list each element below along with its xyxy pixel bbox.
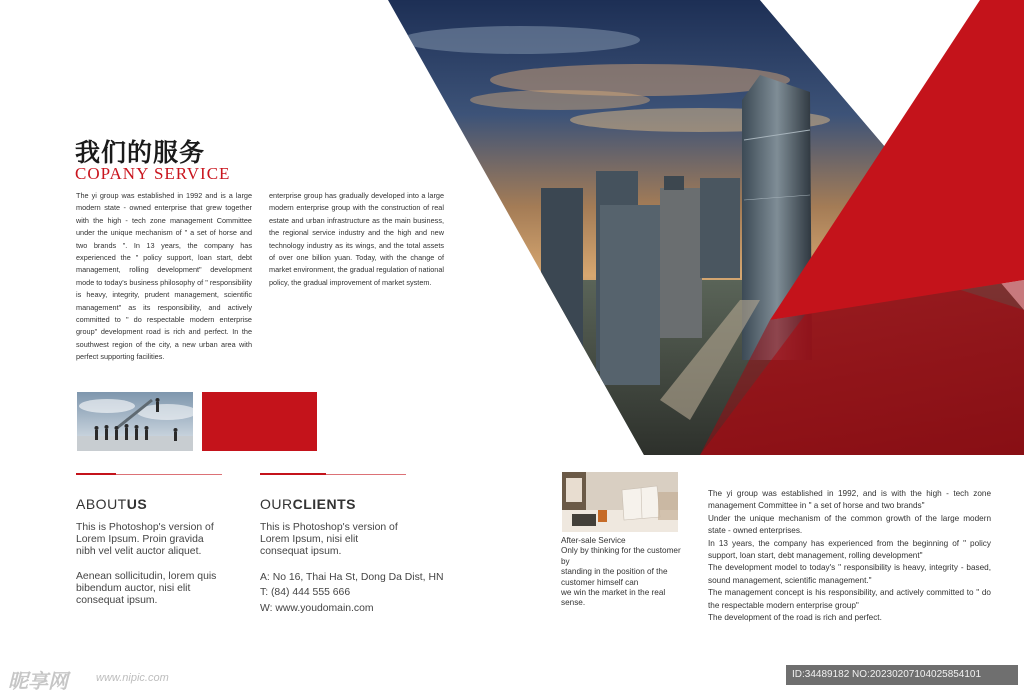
company-paragraph-6: The development of the road is rich and perfect. [708, 613, 882, 623]
clients-paragraph: This is Photoshop's version of Lorem Ipsum, nisi elit consequat ipsum. [260, 522, 398, 558]
about-paragraph-2: Aenean sollicitudin, lorem quis bibendum auctor, nisi elit consequat ipsum. [76, 571, 217, 607]
about-heading-bold: US [126, 496, 148, 512]
clients-divider [260, 473, 406, 475]
intro-column-1: The yi group was established in 1992 and is a large modern state - owned enterprise that grew together with the high - tech zone management Committee under the unique mechanism of " a set of horse and two brands ". In 13 years, the company has experienced the " policy support, loan start, debt management, rolling development" development mode to today's business philosophy of " responsibility is heavy, integrity, prudent management, scientific management" as its responsibility, and actively committed to " do respectable modern enterprise group" development road is rich and perfect. In the southwest region of the city, a new urban area with perfect supporting facilities. [76, 191, 252, 362]
after-sale-block [561, 536, 681, 609]
company-paragraph-1: The yi group was established in 1992, and is with the high - tech zone management Committee in " a set of horse and two brands" [708, 489, 991, 511]
red-accent-block [202, 392, 317, 451]
watermark-url: www.nipic.com [96, 672, 169, 684]
clients-phone: T: (84) 444 555 666 [260, 587, 351, 598]
cafe-reading-image [562, 472, 678, 532]
intro-column-2: enterprise group has gradually developed into a large modern enterprise group with the construction of real estate and urban infrastructure as the main business, the regional service industry and the high and new technology industry as its wings, and the total assets of over one billion yuan. Today, with the change of market environment, the gradual regulation of national policy, the gradual improvement of market system. [269, 191, 444, 287]
section-title-en: COPANY SERVICE [75, 164, 231, 183]
company-paragraph-5: The management concept is his responsibility, and actively committed to " do the respectable modern enterprise group" [708, 588, 991, 610]
after-sale-title: After-sale Service [561, 536, 626, 545]
about-heading-light: ABOUT [76, 496, 127, 512]
company-paragraph-2: Under the unique mechanism of the common growth of the large modern state - owned enterprises. [708, 513, 991, 536]
about-divider [76, 473, 222, 475]
clients-heading-bold: CLIENTS [292, 496, 357, 512]
clients-website: W: www.youdomain.com [260, 603, 374, 614]
clients-address: A: No 16, Thai Ha St, Dong Da Dist, HN [260, 572, 444, 583]
company-paragraph-3: In 13 years, the company has experienced from the beginning of " policy support, loan start, debt management, rolling development" [708, 538, 991, 561]
after-sale-line-1: Only by thinking for the customer by [561, 546, 681, 566]
team-pulling-image [77, 392, 193, 451]
about-heading [76, 496, 147, 512]
section-title-cn: 我们的服务 [75, 138, 206, 167]
after-sale-line-3: we win the market in the real sense. [561, 588, 666, 608]
clients-heading [260, 496, 356, 512]
watermark-logo: 昵享网 [8, 669, 68, 693]
company-description [708, 488, 991, 624]
clients-heading-light: OUR [260, 496, 293, 512]
image-id-bar: ID:34489182 NO:20230207104025854101 [786, 665, 1018, 685]
about-paragraph-1: This is Photoshop's version of Lorem Ipsum. Proin gravida nibh vel velit auctor aliquet. [76, 522, 214, 558]
after-sale-line-2: standing in the position of the customer himself can [561, 567, 668, 587]
company-paragraph-4: The development model to today's " responsibility is heavy, integrity - based, sound management, scientific management." [708, 563, 991, 585]
